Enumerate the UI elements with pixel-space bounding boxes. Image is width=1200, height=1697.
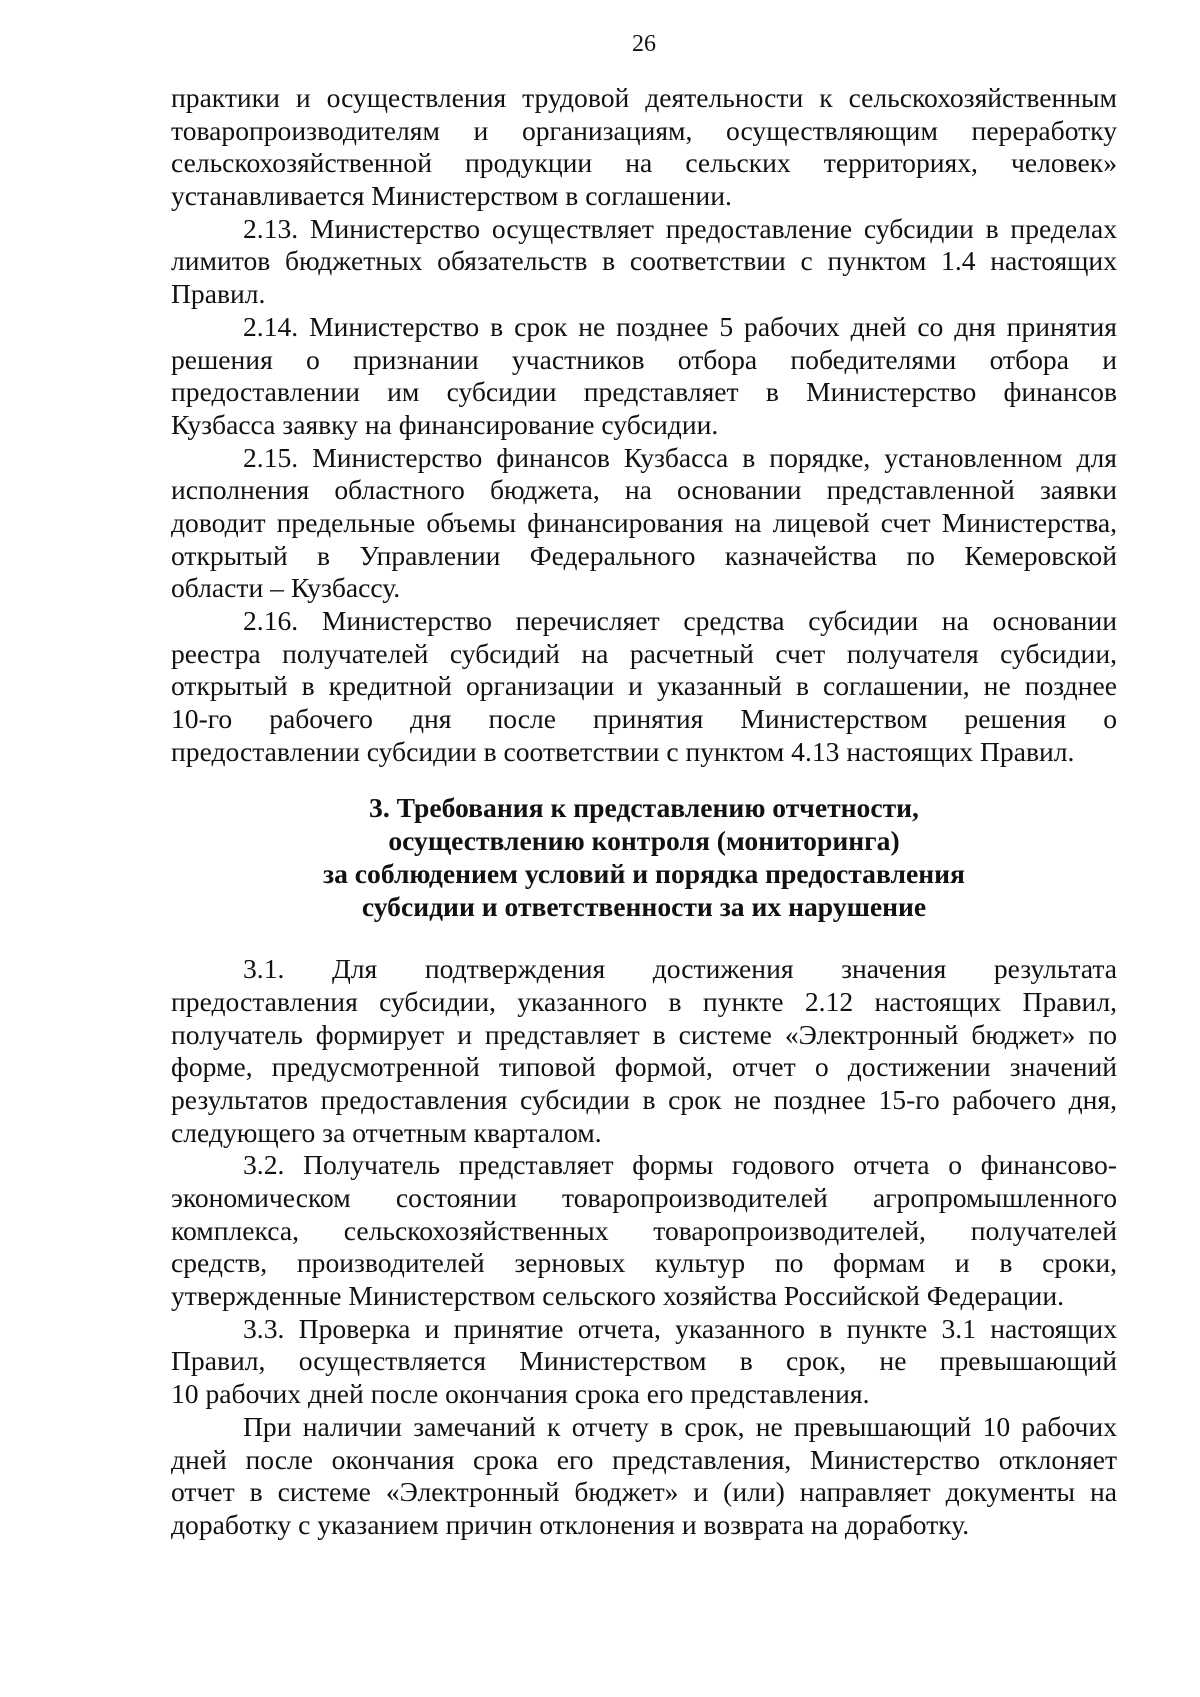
paragraph-line: доводит предельные объемы финансирования на лицевой счет Министерства, (171, 506, 1117, 538)
paragraph-line: Правил, осуществляется Министерством в срок, не превышающий (171, 1345, 1117, 1377)
paragraph-line: решения о признании участников отбора победителями отбора и (171, 343, 1117, 375)
paragraph-line: исполнения областного бюджета, на основании представленной заявки (171, 474, 1117, 506)
section-heading (171, 792, 1117, 923)
paragraph-line: предоставления субсидии, указанного в пункте 2.12 настоящих Правил, (171, 985, 1117, 1017)
paragraph (171, 953, 1117, 1149)
paragraph-line: 3.3. Проверка и принятие отчета, указанного в пункте 3.1 настоящих (243, 1312, 1117, 1344)
paragraph-line: При наличии замечаний к отчету в срок, не превышающий 10 рабочих (243, 1410, 1117, 1442)
paragraph-line: предоставлении им субсидии представляет в Министерство финансов (171, 376, 1117, 408)
paragraph-line: товаропроизводителям и организациям, осуществляющим переработку (171, 114, 1117, 146)
page-number: 26 (632, 31, 656, 57)
paragraph-line: 3.1. Для подтверждения достижения значения результата (243, 953, 1117, 985)
paragraph (171, 213, 1117, 311)
paragraphs-after-section (171, 953, 1117, 1541)
paragraph-line: предоставлении субсидии в соответствии с пунктом 4.13 настоящих Правил. (171, 735, 1075, 767)
paragraph-line: доработку с указанием причин отклонения и возврата на доработку. (171, 1508, 970, 1540)
paragraph-line: 2.15. Министерство финансов Кузбасса в порядке, установленном для (243, 441, 1117, 473)
paragraph-line: форме, предусмотренной типовой формой, отчет о достижении значений (171, 1051, 1117, 1083)
paragraph-line: реестра получателей субсидий на расчетный счет получателя субсидии, (171, 637, 1117, 669)
paragraph-line: 2.16. Министерство перечисляет средства субсидии на основании (243, 605, 1117, 636)
paragraph (171, 1149, 1117, 1312)
section-heading-line: за соблюдением условий и порядка предоставления (323, 857, 965, 889)
paragraph-line: Кузбасса заявку на финансирование субсидии. (171, 408, 719, 440)
paragraph-line: Правил. (171, 278, 266, 310)
paragraph-line: 2.14. Министерство в срок не позднее 5 рабочих дней со дня принятия (243, 310, 1117, 342)
paragraph (171, 1313, 1117, 1411)
paragraph-line: практики и осуществления трудовой деятельности к сельскохозяйственным (171, 82, 1117, 113)
paragraph-line: сельскохозяйственной продукции на сельских территориях, человек» (171, 147, 1117, 179)
paragraph-line: средств, производителей зерновых культур по формам и в сроки, (171, 1247, 1117, 1279)
paragraph-line: 10 рабочих дней после окончания срока его представления. (171, 1378, 870, 1410)
section-heading-line: субсидии и ответственности за их нарушение (361, 890, 927, 922)
paragraph-line: получатель формирует и представляет в системе «Электронный бюджет» по (171, 1018, 1117, 1050)
paragraph (171, 311, 1117, 442)
paragraph-line: 3.2. Получатель представляет формы годового отчета о финансово- (243, 1149, 1117, 1181)
paragraph-line: области – Кузбассу. (171, 572, 401, 604)
section-heading-line: осуществлению контроля (мониторинга) (388, 825, 900, 857)
paragraph-line: следующего за отчетным кварталом. (171, 1116, 602, 1148)
paragraph-line: комплекса, сельскохозяйственных товаропроизводителей, получателей (171, 1214, 1117, 1246)
paragraph-line: лимитов бюджетных обязательств в соответствии с пунктом 1.4 настоящих (171, 245, 1117, 277)
paragraphs-before-section (171, 82, 1117, 768)
paragraph (171, 1411, 1117, 1542)
paragraph (171, 442, 1117, 605)
paragraph-line: 2.13. Министерство осуществляет предоставление субсидии в пределах (243, 212, 1117, 244)
paragraph-line: открытый в Управлении Федерального казначейства по Кемеровской (171, 539, 1117, 571)
paragraph (171, 605, 1117, 768)
paragraph-line: устанавливается Министерством в соглашении. (171, 180, 732, 212)
paragraph-line: открытый в кредитной организации и указанный в соглашении, не позднее (171, 670, 1117, 702)
paragraph-line: отчет в системе «Электронный бюджет» и (или) направляет документы на (171, 1476, 1117, 1508)
paragraph-line: результатов предоставления субсидии в срок не позднее 15-го рабочего дня, (171, 1083, 1117, 1115)
section-heading-line: 3. Требования к представлению отчетности, (369, 792, 919, 824)
paragraph (171, 82, 1117, 213)
paragraph-line: дней после окончания срока его представления, Министерство отклоняет (171, 1443, 1117, 1475)
paragraph-line: 10-го рабочего дня после принятия Министерством решения о (171, 703, 1117, 735)
paragraph-line: экономическом состоянии товаропроизводителей агропромышленного (171, 1182, 1117, 1213)
paragraph-line: утвержденные Министерством сельского хозяйства Российской Федерации. (171, 1280, 1064, 1312)
document-body (171, 82, 1117, 1542)
